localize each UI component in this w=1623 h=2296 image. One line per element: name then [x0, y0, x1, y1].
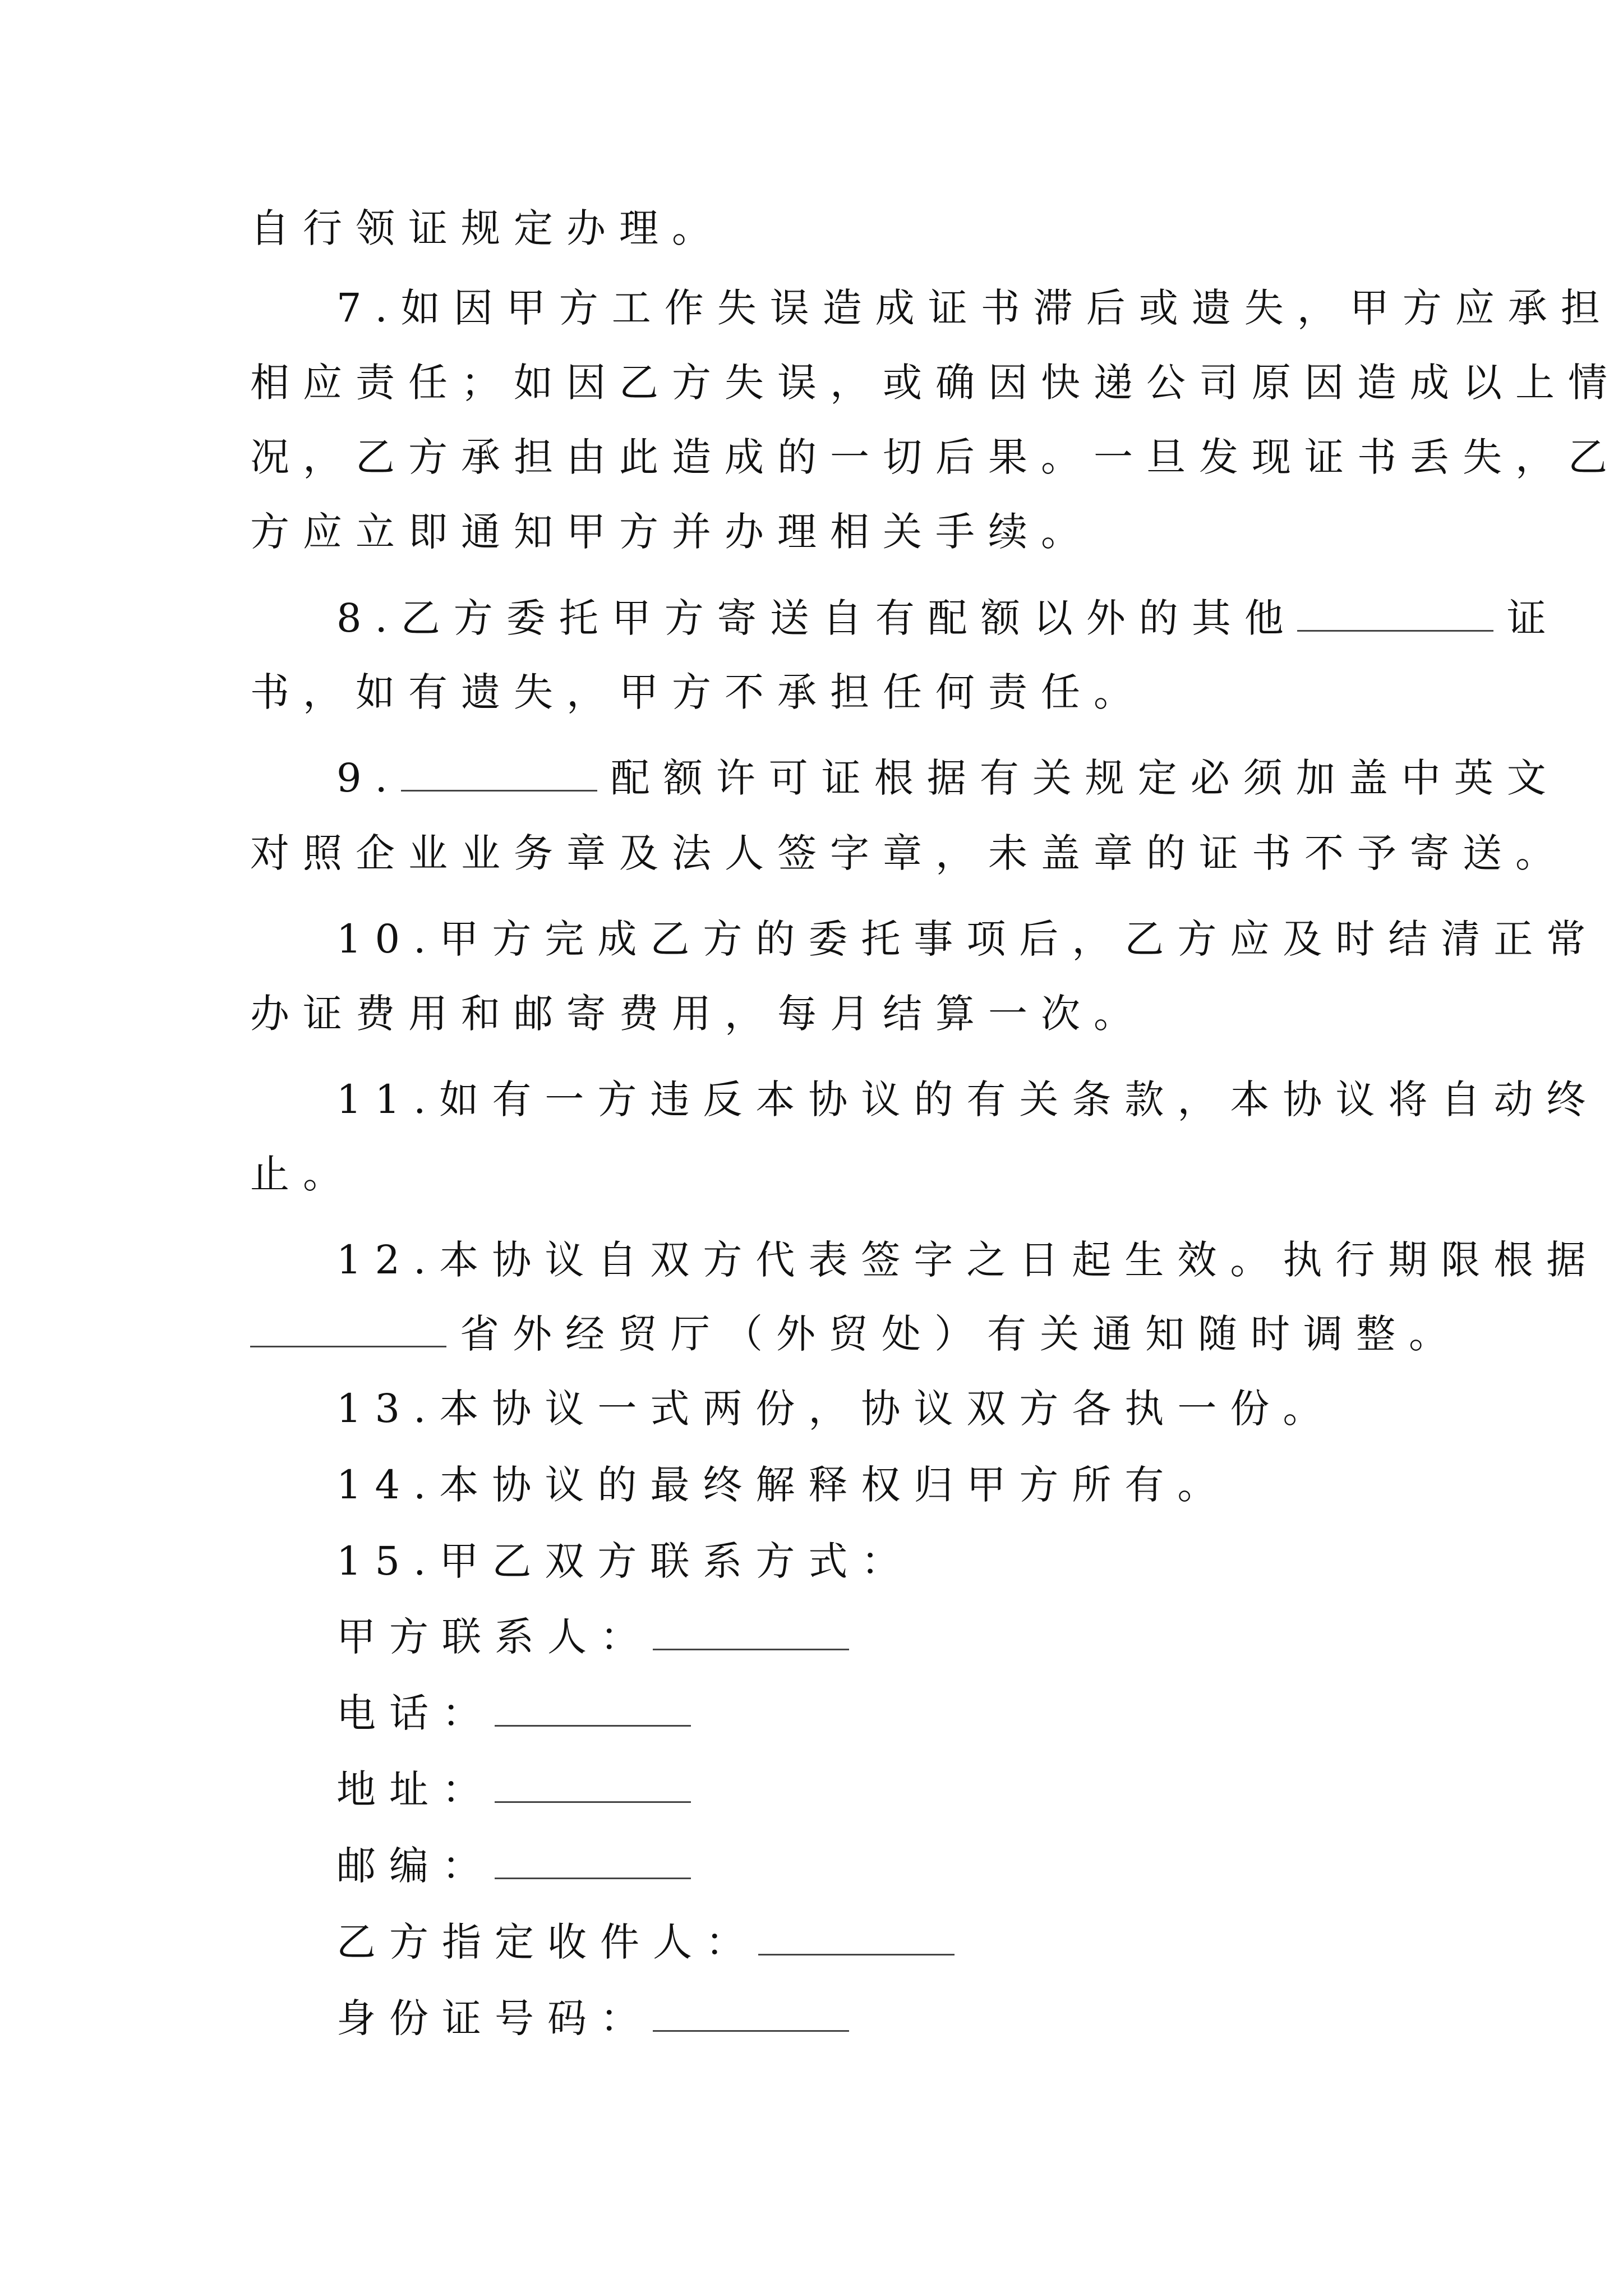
- text-line: [336, 914, 1623, 964]
- text-line: [250, 1309, 1623, 1359]
- contact-line: [336, 1917, 1623, 1967]
- fill-in-blank: [758, 1920, 955, 1955]
- text-line: [336, 593, 1623, 643]
- text-segment: 7.如因甲方工作失误造成证书滞后或遗失，甲方应承担: [336, 285, 1613, 331]
- text-segment: 省外经贸厅（外贸处）有关通知随时调整。: [460, 1311, 1461, 1357]
- text-segment: 15.甲乙双方联系方式：: [336, 1538, 914, 1584]
- text-line: [336, 283, 1623, 333]
- text-segment: 证: [1506, 595, 1560, 641]
- text-line: [336, 1074, 1623, 1125]
- fill-in-blank: [495, 1844, 691, 1879]
- fill-in-blank: [653, 1615, 849, 1650]
- text-segment: 12.本协议自双方代表签字之日起生效。执行期限根据: [336, 1237, 1599, 1283]
- fill-in-blank: [495, 1768, 691, 1803]
- fill-in-blank: [401, 756, 597, 792]
- text-segment: 方应立即通知甲方并办理相关手续。: [250, 509, 1094, 555]
- fill-in-blank: [653, 1996, 849, 2032]
- text-segment: 对照企业业务章及法人签字章，未盖章的证书不予寄送。: [250, 830, 1568, 876]
- contact-line: [336, 1764, 1623, 1815]
- text-line: [250, 507, 1623, 557]
- text-line: [250, 667, 1623, 717]
- text-line: [336, 1536, 1623, 1586]
- fill-in-blank: [495, 1691, 691, 1727]
- text-line: [336, 1383, 1623, 1434]
- text-segment: 11.如有一方违反本协议的有关条款，本协议将自动终: [336, 1076, 1599, 1122]
- text-line: [250, 988, 1623, 1039]
- text-segment: 止。: [250, 1151, 356, 1197]
- text-segment: 8.乙方委托甲方寄送自有配额以外的其他: [336, 595, 1297, 641]
- text-line: [336, 1235, 1623, 1285]
- contact-label: 身份证号码：: [336, 1995, 653, 2041]
- contact-label: 电话：: [336, 1690, 495, 1736]
- contact-line: [336, 1688, 1623, 1738]
- text-line: [250, 1149, 1623, 1199]
- contact-label: 乙方指定收件人：: [336, 1919, 758, 1965]
- contact-label: 地址：: [336, 1766, 495, 1812]
- text-line: [336, 753, 1623, 803]
- text-line: [250, 828, 1623, 878]
- text-segment: 相应责任；如因乙方失误，或确因快递公司原因造成以上情: [250, 360, 1621, 406]
- fill-in-blank: [1297, 596, 1493, 632]
- fill-in-blank: [250, 1312, 446, 1347]
- text-segment: 书，如有遗失，甲方不承担任何责任。: [250, 669, 1146, 715]
- text-segment: 13.本协议一式两份，协议双方各执一份。: [336, 1386, 1336, 1432]
- text-segment: 况，乙方承担由此造成的一切后果。一旦发现证书丢失，乙: [250, 434, 1621, 480]
- contact-line: [336, 1993, 1623, 2044]
- text-line: [336, 1460, 1623, 1510]
- contact-label: 甲方联系人：: [336, 1614, 653, 1660]
- text-segment: 配额许可证根据有关规定必须加盖中英文: [610, 755, 1560, 801]
- text-line: [250, 357, 1623, 408]
- text-line: [250, 203, 1623, 254]
- contact-label: 邮编：: [336, 1843, 495, 1889]
- text-segment: 办证费用和邮寄费用，每月结算一次。: [250, 991, 1146, 1037]
- contact-line: [336, 1612, 1623, 1662]
- text-segment: 10.甲方完成乙方的委托事项后，乙方应及时结清正常: [336, 916, 1599, 962]
- text-segment: 自行领证规定办理。: [250, 205, 725, 251]
- text-segment: 9.: [336, 755, 401, 801]
- contact-line: [336, 1841, 1623, 1891]
- text-segment: 14.本协议的最终解释权归甲方所有。: [336, 1462, 1230, 1508]
- text-line: [250, 432, 1623, 482]
